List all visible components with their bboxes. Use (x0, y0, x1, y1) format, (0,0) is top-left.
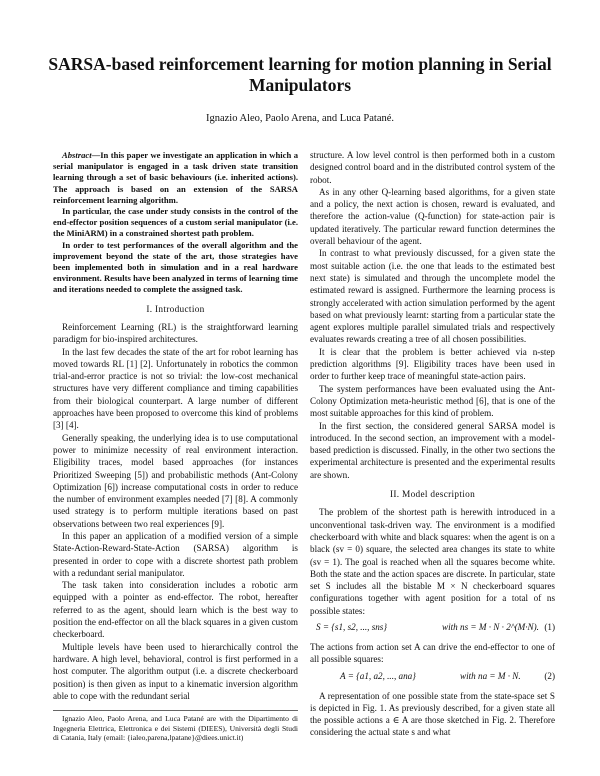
introduction-body (53, 321, 298, 702)
abstract-paragraph-3: In order to test performances of the overall algorithm and the improvement beyond the state of the art, those strategies have been implemented both in simulation and in a real hardware environment. Results have been analyzed in terms of learning time and iterations needed to complete the assigned task. (53, 239, 298, 295)
intro-paragraph: Generally speaking, the underlying idea is to use computational power to minimize necessity of real environment interaction. Eligibility traces, model based approaches (for instances Prioritized Sweeping [5]) and probabilistic methods (Ant-Colony Optimization [6]) increase computational costs in order to reduce the number of environment examples needed [7] [8]. A commonly used strategy is to perform multiple iterations based on past observations between two real experiences [9]. (53, 432, 298, 529)
abstract-paragraph-1 (53, 150, 298, 206)
equation-1 (310, 621, 555, 637)
intro-paragraph: In the last few decades the state of the art for robot learning has moved towards RL [1] [2]. Unfortunately in robotics the common trial-and-error practice is not so trivial: the low-cost mechanical structures have very different compliance and timing capabilities from their biological counterpart. A large number of different approaches have been proposed to overcome this kind of problems [3] [4]. (53, 346, 298, 431)
intro-paragraph: The system performances have been evaluated using the Ant-Colony Optimization meta-heuristic method [6], that is one of the most suitable approaches for this kind of problem. (310, 383, 555, 419)
section-heading-introduction: I. Introduction (146, 304, 205, 315)
introduction-continued (310, 149, 555, 481)
intro-paragraph: Multiple levels have been used to hierarchically control the hardware. A high level, behavioral, control is first performed in a host computer. The algorithm output (i.e. a discrete checkerboard position) is then given as input to a kinematic inversion algorithm able to cope with the redundant serial (53, 641, 298, 701)
model-paragraph: The actions from action set A can drive the end-effector to one of all possible squares: (310, 641, 555, 665)
intro-paragraph: In contrast to what previously discussed, for a given state the most suitable action (i.e. the one that leads to the estimated best next state) is simulated and through the uncomplete model the estimated reward is assigned. Furthermore the learning process is strongly accelerated with action simulation performed by the agent based on what previously learnt: starting from a particular state the agent explores multiple parallel simulated trials and respectively evaluates rewards creating a tree of all chosen possibilities. (310, 248, 555, 345)
right-column (310, 149, 555, 739)
equation-2-rhs: with na = M · N. (460, 670, 521, 681)
author-affiliation-footnote: Ignazio Aleo, Paolo Arena, and Luca Patané are with the Dipartimento di Ingegneria Elettrica, Elettronica e dei Sistemi (DIEES), Università degli Studi di Catania, Italy (email: {ialeo,parena,lpatane}@diees.unict.it) (53, 710, 298, 742)
intro-paragraph: Reinforcement Learning (RL) is the straightforward learning paradigm for bio-inspired architectures. (53, 321, 298, 345)
model-paragraph: A representation of one possible state from the state-space set S is depicted in Fig. 1. As previously described, for a given state all the possible actions a ∈ A are those sketched in Fig. 2. Therefore considering the actual state s and what (310, 690, 555, 738)
intro-paragraph: The task taken into consideration includes a robotic arm equipped with a pointer as end-effector. The robot, hereafter referred to as the agent, should learn which is the best way to position the end-effector on all the black squares in a given custom checkerboard. (53, 580, 298, 640)
intro-continued-paragraph: structure. A low level control is then performed both in a custom designed control board and in the distributed control system of the robot. (310, 150, 555, 185)
intro-paragraph: It is clear that the problem is better achieved via n-step prediction algorithms [9]. Eligibility traces have been used in order to further keep trace of meaningful state-action pairs. (310, 346, 555, 382)
left-column (53, 150, 298, 742)
intro-paragraph: In this paper an application of a modified version of a simple State-Action-Reward-State-Action (SARSA) algorithm is presented in order to cope with a discrete shortest path problem with a redundant serial manipulator. (53, 530, 298, 578)
model-paragraph: The problem of the shortest path is herewith introduced in a unconventional task-driven way. The environment is a modified checkerboard with white and black squares: when the agent is on a black (sv = 0) square, the selected area changes its state to white (sv = 1). The goal is reached when all the squares become white. Both the state and the action spaces are discrete. In particular, state set S includes all the bistable M × N checkerboard squares configurations together with agent position for a total of ns possible states: (310, 507, 555, 616)
abstract-paragraph-2: In particular, the case under study consists in the control of the end-effector position sequences of a custom serial manipulator (i.e. the MiniARM) in a constrained shortest path problem. (53, 206, 298, 239)
abstract-text-1: In this paper we investigate an application in which a serial manipulator is engaged in a task driven state transition learning through a set of basic behaviours (i.e. inherited actions). The approach is based on an extension of the SARSA reinforcement learning algorithm. (53, 150, 298, 205)
equation-2 (310, 670, 555, 686)
equation-1-lhs: S = {s1, s2, ..., sns} (316, 621, 388, 632)
intro-paragraph: In the first section, the considered general SARSA model is introduced. In the second section, an improvement with a model-based prediction is discussed. Finally, in the other two sections the experimental architecture is presented and the experimental results are shown. (310, 420, 555, 480)
model-description-body (310, 506, 555, 738)
equation-1-number: (1) (544, 621, 555, 632)
author-list: Ignazio Aleo, Paolo Arena, and Luca Patané. (205, 113, 395, 124)
section-heading-model-description: II. Model description (389, 490, 476, 501)
equation-2-number: (2) (544, 670, 555, 681)
paper-title: SARSA-based reinforcement learning for motion planning in Serial Manipulators (48, 54, 552, 95)
intro-paragraph: As in any other Q-learning based algorithms, for a given state and a policy, the next action is chosen, reward is evaluated, and therefore the action-value (Q-function) for state-action pair is updated iteratively. The particular reward function determines the overall behaviour of the agent. (310, 186, 555, 247)
abstract-label: Abstract— (62, 150, 101, 160)
equation-2-lhs: A = {a1, a2, ..., ana} (340, 670, 416, 681)
equation-1-rhs: with ns = M · N · 2^(M·N). (442, 621, 539, 632)
